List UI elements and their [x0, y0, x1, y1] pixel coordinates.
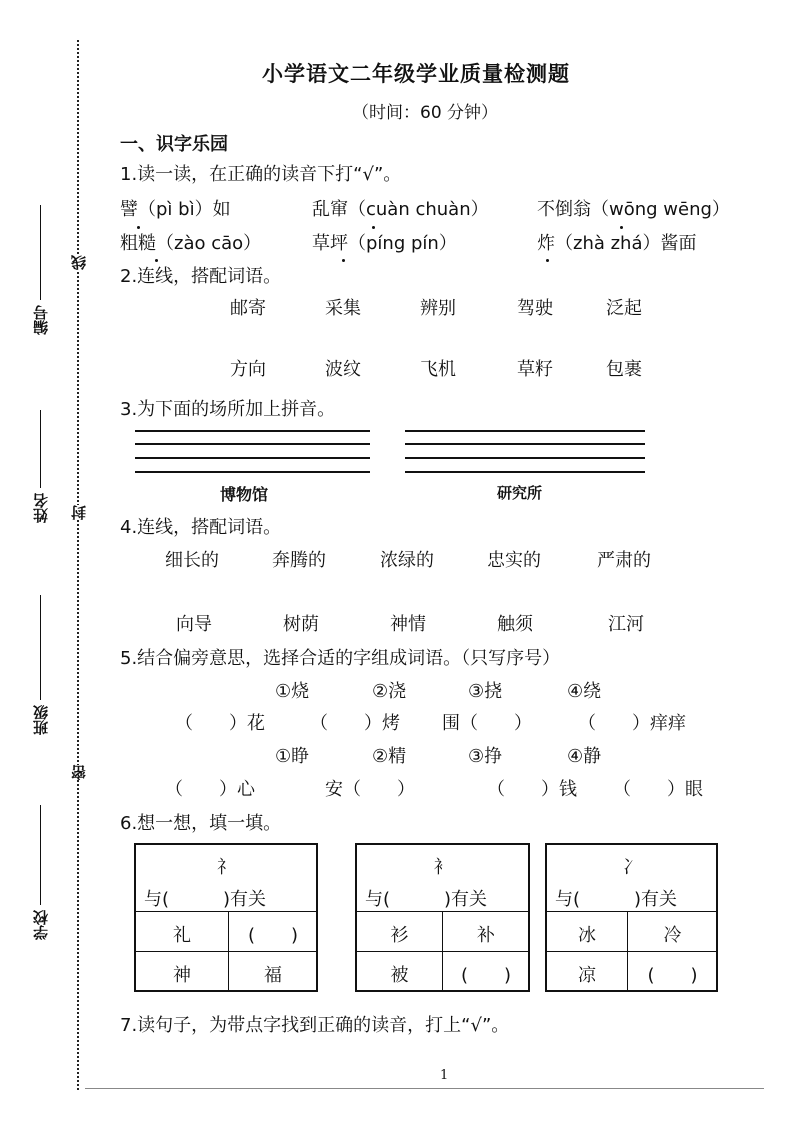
q2-word-bottom[interactable]: 草籽: [517, 359, 553, 380]
q2-word-top[interactable]: 邮寄: [230, 298, 266, 319]
pinyin-line[interactable]: [405, 457, 645, 459]
sidebar-label-class: 班级: [32, 705, 50, 735]
sidebar-label-school: 学校: [32, 910, 50, 940]
table-cell: 凉: [578, 965, 596, 986]
emphasis-dot: [546, 259, 549, 262]
sidebar-label-number: 编号: [32, 305, 50, 335]
emphasis-dot: [620, 226, 623, 229]
q2-word-top[interactable]: 泛起: [606, 298, 642, 319]
q5-blank[interactable]: 围（ ）: [442, 713, 532, 734]
table-divider: [136, 911, 316, 912]
q5-option: ②精: [372, 746, 407, 767]
page-subtitle: （时间：60 分钟）: [352, 103, 499, 123]
table-cell-blank[interactable]: ( ): [247, 925, 299, 946]
q4-word-top[interactable]: 浓绿的: [380, 550, 434, 571]
pinyin-line[interactable]: [135, 457, 370, 459]
q5-blank[interactable]: （ ）眼: [613, 779, 703, 800]
footer-rule: [85, 1088, 764, 1089]
table-cell: 被: [390, 965, 409, 986]
q2-word-top[interactable]: 采集: [325, 298, 361, 319]
q3-prompt: 3.为下面的场所加上拼音。: [120, 399, 336, 420]
q3-place: 研究所: [497, 484, 543, 502]
q5-option: ②浇: [372, 681, 407, 702]
q7-prompt: 7.读句子，为带点字找到正确的读音，打上“√”。: [120, 1015, 510, 1036]
table-cell-blank[interactable]: ( ): [647, 965, 698, 986]
q5-blank[interactable]: （ ）钱: [487, 779, 577, 800]
class-fill-line[interactable]: [40, 595, 41, 700]
binding-dotted-line: [77, 40, 79, 1090]
q4-word-top[interactable]: 奔腾的: [272, 550, 326, 571]
q1-item: 炸（zhà zhá）酱面: [537, 233, 697, 254]
q4-word-bottom[interactable]: 江河: [608, 614, 644, 635]
q5-option: ①烧: [275, 681, 310, 702]
q4-prompt: 4.连线，搭配词语。: [120, 517, 282, 538]
binding-char-xian: 线: [70, 255, 88, 270]
q2-word-bottom[interactable]: 方向: [230, 359, 266, 380]
radical-relation[interactable]: 与( )有关: [365, 889, 488, 910]
pinyin-line[interactable]: [405, 443, 645, 445]
q5-option: ④静: [567, 746, 602, 767]
sidebar-label-name: 姓名: [32, 493, 50, 523]
q5-blank[interactable]: （ ）花: [175, 713, 265, 734]
q1-prompt: 1.读一读，在正确的读音下打“√”。: [120, 164, 402, 185]
radical-char: 礻: [217, 857, 235, 878]
radical-table: [545, 843, 718, 992]
q2-prompt: 2.连线，搭配词语。: [120, 266, 282, 287]
table-divider: [547, 911, 716, 912]
school-fill-line[interactable]: [40, 805, 41, 905]
name-fill-line[interactable]: [40, 410, 41, 488]
table-cell-blank[interactable]: ( ): [460, 965, 512, 986]
emphasis-dot: [137, 226, 140, 229]
q1-item: 不倒翁（wōng wēng）: [537, 199, 730, 220]
emphasis-dot: [155, 259, 158, 262]
binding-char-feng: 封: [70, 505, 88, 520]
q2-word-top[interactable]: 辨别: [420, 298, 456, 319]
binding-char-mi: 密: [70, 765, 88, 780]
q5-option: ③挣: [468, 746, 503, 767]
table-divider: [136, 951, 316, 952]
q6-prompt: 6.想一想，填一填。: [120, 813, 282, 834]
q5-option: ④绕: [567, 681, 602, 702]
q2-word-bottom[interactable]: 包裹: [606, 359, 642, 380]
q4-word-bottom[interactable]: 触须: [497, 614, 533, 635]
table-cell: 福: [264, 965, 282, 986]
q4-word-top[interactable]: 忠实的: [487, 550, 541, 571]
pinyin-line[interactable]: [135, 430, 370, 432]
q5-blank[interactable]: （ ）烤: [310, 713, 400, 734]
table-cell: 礼: [173, 925, 191, 946]
q2-word-bottom[interactable]: 飞机: [420, 359, 456, 380]
q4-word-bottom[interactable]: 树荫: [283, 614, 319, 635]
q1-item: 草坪（píng pín）: [312, 233, 457, 254]
q5-blank[interactable]: （ ）痒痒: [578, 713, 686, 734]
q2-word-bottom[interactable]: 波纹: [325, 359, 361, 380]
q4-word-top[interactable]: 细长的: [165, 550, 219, 571]
q5-blank[interactable]: （ ）心: [165, 779, 255, 800]
q3-place: 博物馆: [220, 485, 269, 504]
radical-char: 衤: [433, 857, 452, 878]
number-fill-line[interactable]: [40, 205, 41, 300]
pinyin-line[interactable]: [405, 471, 645, 473]
q1-item: 譬（pì bì）如: [120, 199, 231, 220]
radical-char: 冫: [622, 857, 641, 878]
emphasis-dot: [342, 259, 345, 262]
table-cell: 冷: [663, 925, 682, 946]
q5-prompt: 5.结合偏旁意思，选择合适的字组成词语。（只写序号）: [120, 648, 561, 669]
q5-option: ①睁: [275, 746, 310, 767]
pinyin-line[interactable]: [135, 471, 370, 473]
table-cell: 神: [173, 965, 191, 986]
q1-item: 乱窜（cuàn chuàn）: [312, 199, 489, 220]
q4-word-bottom[interactable]: 神情: [390, 614, 426, 635]
table-cell: 衫: [390, 925, 409, 946]
table-cell: 冰: [578, 925, 596, 946]
q1-item: 粗糙（zào cāo）: [120, 233, 262, 254]
section-heading: 一、识字乐园: [120, 134, 228, 155]
page-title: 小学语文二年级学业质量检测题: [262, 62, 570, 86]
pinyin-line[interactable]: [135, 443, 370, 445]
table-divider: [547, 951, 716, 952]
radical-relation[interactable]: 与( )有关: [144, 889, 267, 910]
q5-blank[interactable]: 安（ ）: [325, 779, 415, 800]
q4-word-bottom[interactable]: 向导: [176, 614, 212, 635]
q2-word-top[interactable]: 驾驶: [517, 298, 553, 319]
radical-table: [134, 843, 318, 992]
table-cell: 补: [477, 925, 495, 946]
radical-table: [355, 843, 530, 992]
page-number: 1: [440, 1068, 449, 1083]
q4-word-top[interactable]: 严肃的: [597, 550, 651, 571]
radical-relation[interactable]: 与( )有关: [555, 889, 678, 910]
q5-option: ③挠: [468, 681, 503, 702]
emphasis-dot: [372, 226, 375, 229]
pinyin-line[interactable]: [405, 430, 645, 432]
